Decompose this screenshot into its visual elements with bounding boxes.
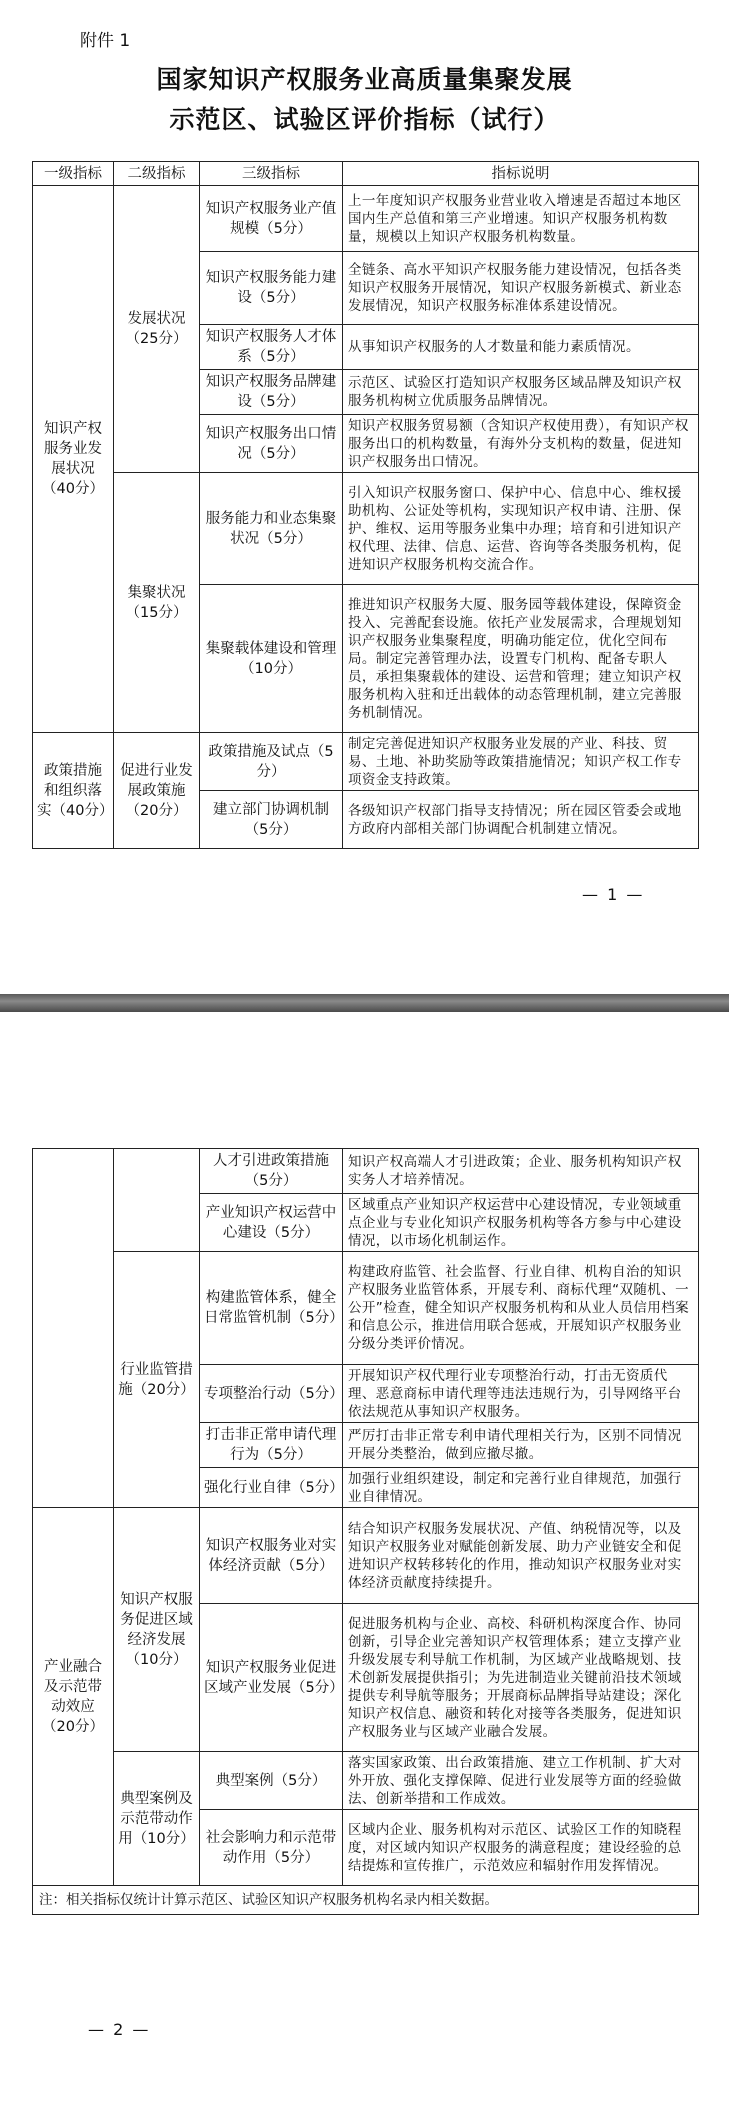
- level2-cell: [114, 1149, 200, 1252]
- level3-cell: 打击非正常申请代理行为（5分）: [200, 1423, 343, 1468]
- description-cell: 上一年度知识产权服务业营业收入增速是否超过本地区国内生产总值和第三产业增速。知识产权服务机构数量，规模以上知识产权服务机构数量。: [343, 186, 699, 252]
- level3-cell: 知识产权服务人才体系（5分）: [200, 325, 343, 370]
- description-cell: 引入知识产权服务窗口、保护中心、信息中心、维权援助机构、公证处等机构，实现知识产权申请、注册、保护、维权、运用等服务业集中办理；培育和引进知识产权代理、法律、信息、运营、咨询等各类服务机构，促进知识产权服务机构交流合作。: [343, 473, 699, 585]
- header-level2: 二级指标: [114, 162, 200, 186]
- description-cell: 从事知识产权服务的人才数量和能力素质情况。: [343, 325, 699, 370]
- level1-cell: 知识产权服务业发展状况（40分）: [33, 186, 114, 733]
- level2-cell: 集聚状况（15分）: [114, 473, 200, 733]
- description-cell: 构建政府监管、社会监督、行业自律、机构自治的知识产权服务业监管体系，开展专利、商标代理“双随机、一公开”检查，健全知识产权服务机构和从业人员信用档案和信息公示，推进信用联合惩戒，开展知识产权服务业分级分类评价情况。: [343, 1252, 699, 1365]
- document-title-line-1: 国家知识产权服务业高质量集聚发展: [156, 65, 573, 94]
- level3-cell: 专项整治行动（5分）: [200, 1365, 343, 1423]
- level2-cell: 典型案例及示范带动作用（10分）: [114, 1752, 200, 1886]
- document-title-line-2: 示范区、试验区评价指标（试行）: [169, 105, 560, 134]
- table-note-row: [33, 1886, 699, 1915]
- level3-cell: 知识产权服务能力建设（5分）: [200, 252, 343, 325]
- attachment-label: 附件 1: [80, 31, 131, 51]
- page-number: — 2 —: [88, 2020, 151, 2039]
- table-row: [33, 1149, 699, 1194]
- description-cell: 促进服务机构与企业、高校、科研机构深度合作、协同创新，引导企业完善知识产权管理体系；建立支撑产业升级发展专利导航工作机制，为区域产业战略规划、技术创新发展提供指引；为先进制造业关键前沿技术领域提供专利导航等服务；开展商标品牌指导站建设；深化知识产权信息、融资和转化对接等各类服务，促进知识产权服务业与区域产业融合发展。: [343, 1604, 699, 1752]
- level3-cell: 人才引进政策措施（5分）: [200, 1149, 343, 1194]
- table-row: [33, 1752, 699, 1810]
- level3-cell: 知识产权服务品牌建设（5分）: [200, 370, 343, 415]
- level3-cell: 知识产权服务业对实体经济贡献（5分）: [200, 1508, 343, 1604]
- description-cell: 区域重点产业知识产权运营中心建设情况，专业领域重点企业与专业化知识产权服务机构等各方参与中心建设情况，以市场化机制运作。: [343, 1194, 699, 1252]
- table-row: [33, 1508, 699, 1604]
- description-cell: 制定完善促进知识产权服务业发展的产业、科技、贸易、土地、补助奖励等政策措施情况；知识产权工作专项资金支持政策。: [343, 733, 699, 791]
- description-cell: 结合知识产权服务发展状况、产值、纳税情况等，以及知识产权服务业对赋能创新发展、助力产业链安全和促进知识产权转移转化的作用，推动知识产权服务业对实体经济贡献度持续提升。: [343, 1508, 699, 1604]
- level2-cell: 促进行业发展政策施（20分）: [114, 733, 200, 849]
- indicator-table-page-2: [32, 1148, 699, 1915]
- level3-cell: 产业知识产权运营中心建设（5分）: [200, 1194, 343, 1252]
- level3-cell: 建立部门协调机制（5分）: [200, 791, 343, 849]
- header-level1: 一级指标: [33, 162, 114, 186]
- level2-cell: 知识产权服务促进区域经济发展（10分）: [114, 1508, 200, 1752]
- table-row: [33, 1252, 699, 1365]
- level3-cell: 典型案例（5分）: [200, 1752, 343, 1810]
- header-level3: 三级指标: [200, 162, 343, 186]
- level1-cell: [33, 1149, 114, 1508]
- level3-cell: 服务能力和业态集聚状况（5分）: [200, 473, 343, 585]
- page-separator: [0, 994, 729, 1012]
- table-row: [33, 473, 699, 585]
- indicator-table-page-1: [32, 161, 699, 849]
- table-row: [33, 186, 699, 252]
- description-cell: 严厉打击非正常专利申请代理相关行为，区别不同情况开展分类整治，做到应撤尽撤。: [343, 1423, 699, 1468]
- level2-cell: 行业监管措施（20分）: [114, 1252, 200, 1508]
- description-cell: 示范区、试验区打造知识产权服务区域品牌及知识产权服务机构树立优质服务品牌情况。: [343, 370, 699, 415]
- level3-cell: 强化行业自律（5分）: [200, 1468, 343, 1508]
- level1-cell: 政策措施和组织落实（40分）: [33, 733, 114, 849]
- level2-cell: 发展状况（25分）: [114, 186, 200, 473]
- description-cell: 落实国家政策、出台政策措施、建立工作机制、扩大对外开放、强化支撑保障、促进行业发展等方面的经验做法、创新举措和工作成效。: [343, 1752, 699, 1810]
- description-cell: 全链条、高水平知识产权服务能力建设情况，包括各类知识产权服务开展情况，知识产权服务新模式、新业态发展情况，知识产权服务标准体系建设情况。: [343, 252, 699, 325]
- level3-cell: 集聚载体建设和管理（10分）: [200, 585, 343, 733]
- table-note: 注：相关指标仅统计计算示范区、试验区知识产权服务机构名录内相关数据。: [33, 1886, 699, 1915]
- header-description: 指标说明: [343, 162, 699, 186]
- description-cell: 开展知识产权代理行业专项整治行动，打击无资质代理、恶意商标申请代理等违法违规行为，引导网络平台依法规范从事知识产权服务。: [343, 1365, 699, 1423]
- level3-cell: 知识产权服务出口情况（5分）: [200, 415, 343, 473]
- document-page-1: [0, 0, 729, 994]
- level3-cell: 政策措施及试点（5分）: [200, 733, 343, 791]
- level1-cell: 产业融合及示范带动效应（20分）: [33, 1508, 114, 1886]
- table-header-row: [33, 162, 699, 186]
- page-number: — 1 —: [582, 885, 645, 904]
- description-cell: 知识产权服务贸易额（含知识产权使用费），有知识产权服务出口的机构数量，有海外分支机构的数量，促进知识产权服务出口情况。: [343, 415, 699, 473]
- description-cell: 知识产权高端人才引进政策；企业、服务机构知识产权实务人才培养情况。: [343, 1149, 699, 1194]
- description-cell: 区域内企业、服务机构对示范区、试验区工作的知晓程度，对区域内知识产权服务的满意程度；建设经验的总结提炼和宣传推广，示范效应和辐射作用发挥情况。: [343, 1810, 699, 1886]
- description-cell: 加强行业组织建设，制定和完善行业自律规范，加强行业自律情况。: [343, 1468, 699, 1508]
- level3-cell: 构建监管体系，健全日常监管机制（5分）: [200, 1252, 343, 1365]
- level3-cell: 知识产权服务业产值规模（5分）: [200, 186, 343, 252]
- description-cell: 推进知识产权服务大厦、服务园等载体建设，保障资金投入、完善配套设施。依托产业发展需求，合理规划知识产权服务业集聚程度，明确功能定位，优化空间布局。制定完善管理办法，设置专门机构、配备专职人员，承担集聚载体的建设、运营和管理；建立知识产权服务机构入驻和迁出载体的动态管理机制，建立完善服务机制情况。: [343, 585, 699, 733]
- table-row: [33, 733, 699, 791]
- level3-cell: 社会影响力和示范带动作用（5分）: [200, 1810, 343, 1886]
- description-cell: 各级知识产权部门指导支持情况；所在园区管委会或地方政府内部相关部门协调配合机制建立情况。: [343, 791, 699, 849]
- level3-cell: 知识产权服务业促进区域产业发展（5分）: [200, 1604, 343, 1752]
